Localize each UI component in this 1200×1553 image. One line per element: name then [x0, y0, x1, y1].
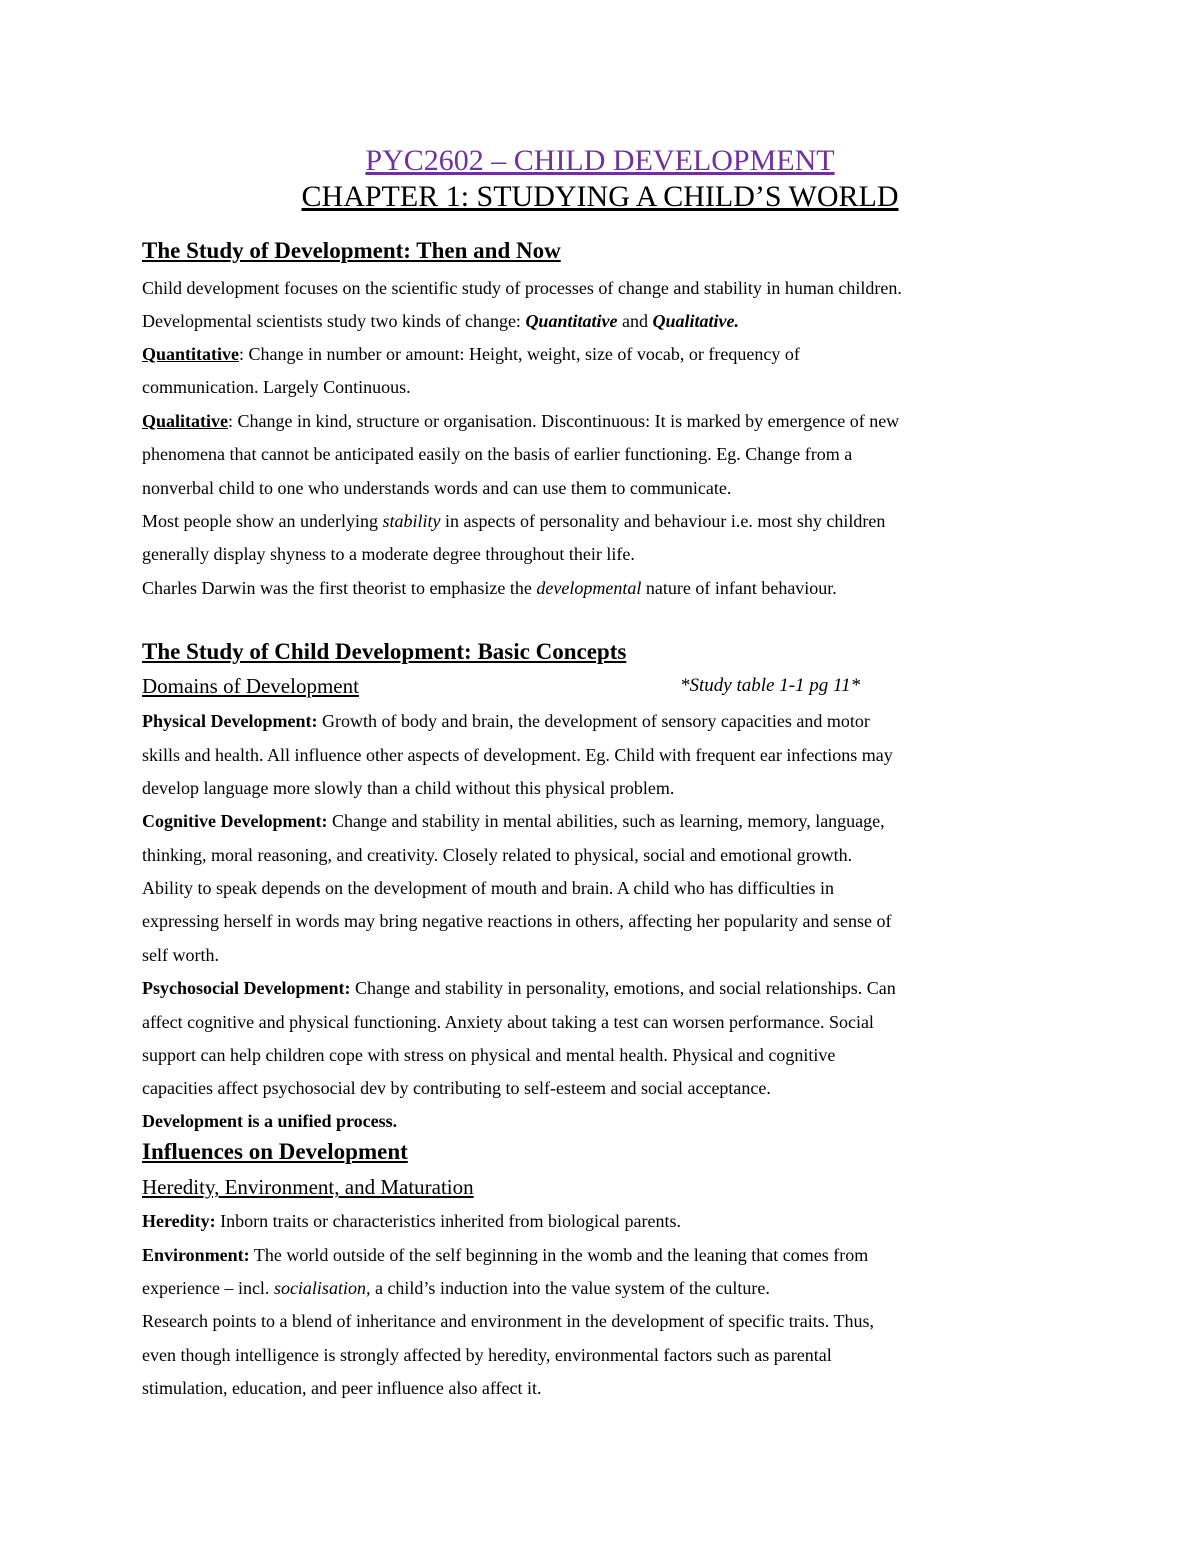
quantitative-label: Quantitative	[142, 344, 239, 364]
socialisation-term: socialisation,	[273, 1278, 371, 1298]
paragraph-line: even though intelligence is strongly affected by heredity, environmental factors such as parental	[142, 1345, 832, 1365]
paragraph-line: Quantitative: Change in number or amount: Height, weight, size of vocab, or frequency of	[142, 344, 800, 364]
paragraph-line: thinking, moral reasoning, and creativity. Closely related to physical, social and emotional growth.	[142, 845, 853, 865]
qualitative-term: Qualitative.	[652, 311, 739, 331]
paragraph-line: skills and health. All influence other aspects of development. Eg. Child with frequent ear infections may	[142, 745, 893, 765]
section-heading-then-and-now: The Study of Development: Then and Now	[142, 238, 561, 263]
environment-label: Environment:	[142, 1245, 250, 1265]
paragraph-line: Cognitive Development: Change and stability in mental abilities, such as learning, memory, language,	[142, 811, 885, 831]
physical-label: Physical Development:	[142, 711, 318, 731]
paragraph-line: communication. Largely Continuous.	[142, 377, 411, 397]
paragraph-line: generally display shyness to a moderate degree throughout their life.	[142, 544, 635, 564]
section-heading-basic-concepts: The Study of Child Development: Basic Concepts	[142, 639, 627, 664]
unified-process-statement: Development is a unified process.	[142, 1111, 398, 1131]
chapter-title: CHAPTER 1: STUDYING A CHILD’S WORLD	[301, 180, 899, 213]
paragraph-line: self worth.	[142, 945, 219, 965]
course-title: PYC2602 – CHILD DEVELOPMENT	[365, 144, 835, 177]
quantitative-term: Quantitative	[525, 311, 618, 331]
subheading-heredity: Heredity, Environment, and Maturation	[142, 1175, 474, 1199]
paragraph-line: Environment: The world outside of the self beginning in the womb and the leaning that comes from	[142, 1245, 869, 1265]
cognitive-label: Cognitive Development:	[142, 811, 328, 831]
paragraph-line: Developmental scientists study two kinds of change: Quantitative and Qualitative.	[142, 311, 739, 331]
paragraph-line: stimulation, education, and peer influence also affect it.	[142, 1378, 542, 1398]
paragraph-line: Physical Development: Growth of body and brain, the development of sensory capacities and motor	[142, 711, 870, 731]
paragraph-line: capacities affect psychosocial dev by contributing to self-esteem and social acceptance.	[142, 1078, 771, 1098]
paragraph-line: nonverbal child to one who understands words and can use them to communicate.	[142, 478, 732, 498]
paragraph-line: Most people show an underlying stability in aspects of personality and behaviour i.e. most shy children	[142, 511, 886, 531]
paragraph-line: Psychosocial Development: Change and stability in personality, emotions, and social relationships. Can	[142, 978, 896, 998]
paragraph-line: experience – incl. socialisation, a child’s induction into the value system of the culture.	[142, 1278, 770, 1298]
study-note: *Study table 1-1 pg 11*	[680, 675, 861, 696]
paragraph-line: support can help children cope with stress on physical and mental health. Physical and cognitive	[142, 1045, 836, 1065]
section-heading-influences: Influences on Development	[142, 1139, 408, 1164]
paragraph-line: expressing herself in words may bring negative reactions in others, affecting her popularity and sense of	[142, 911, 892, 931]
psychosocial-label: Psychosocial Development:	[142, 978, 351, 998]
heredity-label: Heredity:	[142, 1211, 216, 1231]
stability-term: stability	[382, 511, 441, 531]
paragraph-line: develop language more slowly than a child without this physical problem.	[142, 778, 675, 798]
paragraph-line: Qualitative: Change in kind, structure or organisation. Discontinuous: It is marked by emergence of new	[142, 411, 900, 431]
paragraph-line: Charles Darwin was the first theorist to emphasize the developmental nature of infant behaviour.	[142, 578, 837, 598]
qualitative-label: Qualitative	[142, 411, 228, 431]
paragraph-line: affect cognitive and physical functioning. Anxiety about taking a test can worsen performance. Social	[142, 1012, 874, 1032]
subheading-domains: Domains of Development	[142, 674, 359, 698]
paragraph-line: Ability to speak depends on the development of mouth and brain. A child who has difficulties in	[142, 878, 835, 898]
paragraph-line: Child development focuses on the scientific study of processes of change and stability in human children.	[142, 278, 902, 298]
paragraph-line: phenomena that cannot be anticipated easily on the basis of earlier functioning. Eg. Change from a	[142, 444, 853, 464]
paragraph-line: Heredity: Inborn traits or characteristics inherited from biological parents.	[142, 1211, 681, 1231]
paragraph-line: Research points to a blend of inheritance and environment in the development of specific traits. Thus,	[142, 1311, 874, 1331]
developmental-term: developmental	[536, 578, 642, 598]
